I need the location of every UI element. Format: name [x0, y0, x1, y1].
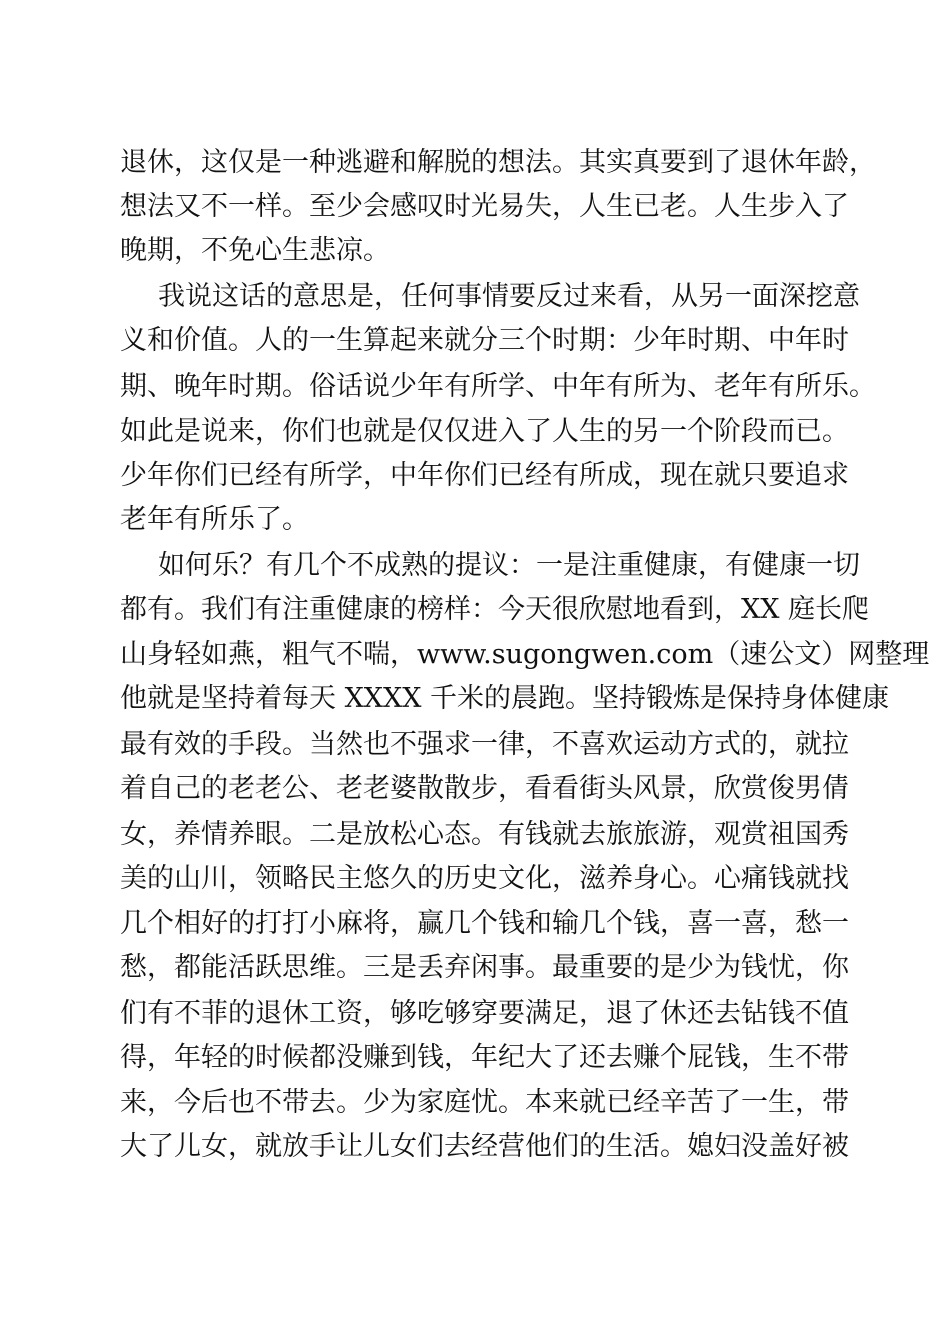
text-line: 得，年轻的时候都没赚到钱，年纪大了还去赚个屁钱，生不带 [120, 1042, 849, 1073]
text-line: 女，养情养眼。二是放松心态。有钱就去旅旅游，观赏祖国秀 [120, 819, 849, 850]
text-line: 期、晚年时期。俗话说少年有所学、中年有所为、老年有所乐。 [120, 371, 876, 402]
text-line: 来，今后也不带去。少为家庭忧。本来就已经辛苦了一生，带 [120, 1087, 849, 1118]
text-line: 少年你们已经有所学，中年你们已经有所成，现在就只要追求 [120, 460, 849, 491]
text-line: 们有不菲的退休工资，够吃够穿要满足，退了休还去钻钱不值 [120, 998, 849, 1029]
text-line: 义和价值。人的一生算起来就分三个时期：少年时期、中年时 [120, 325, 849, 356]
text-line: 美的山川，领略民主悠久的历史文化，滋养身心。心痛钱就找 [120, 863, 849, 894]
text-line: 最有效的手段。当然也不强求一律，不喜欢运动方式的，就拉 [120, 729, 849, 760]
text-line: 大了儿女，就放手让儿女们去经营他们的生活。媳妇没盖好被 [120, 1131, 849, 1162]
text-line: 晚期，不免心生悲凉。 [120, 235, 390, 266]
text-line: 都有。我们有注重健康的榜样：今天很欣慰地看到，XX 庭长爬 [120, 594, 870, 625]
text-line: 退休，这仅是一种逃避和解脱的想法。其实真要到了退休年龄， [120, 147, 876, 178]
text-line: 他就是坚持着每天 XXXX 千米的晨跑。坚持锻炼是保持身体健康 [120, 683, 890, 714]
text-line: 着自己的老老公、老老婆散散步，看看街头风景，欣赏俊男倩 [120, 773, 849, 804]
text-line: 我说这话的意思是，任何事情要反过来看，从另一面深挖意 [158, 281, 860, 312]
text-line: 几个相好的打打小麻将，赢几个钱和输几个钱，喜一喜，愁一 [120, 908, 849, 939]
text-line: 如何乐？有几个不成熟的提议：一是注重健康，有健康一切 [158, 550, 860, 581]
text-line: 如此是说来，你们也就是仅仅进入了人生的另一个阶段而已。 [120, 416, 849, 447]
text-line: 山身轻如燕，粗气不喘，www.sugongwen.com（速公文）网整理 [120, 639, 930, 670]
text-line: 愁，都能活跃思维。三是丢弃闲事。最重要的是少为钱忧，你 [120, 952, 849, 983]
text-line: 想法又不一样。至少会感叹时光易失，人生已老。人生步入了 [120, 191, 849, 222]
text-line: 老年有所乐了。 [120, 504, 309, 535]
